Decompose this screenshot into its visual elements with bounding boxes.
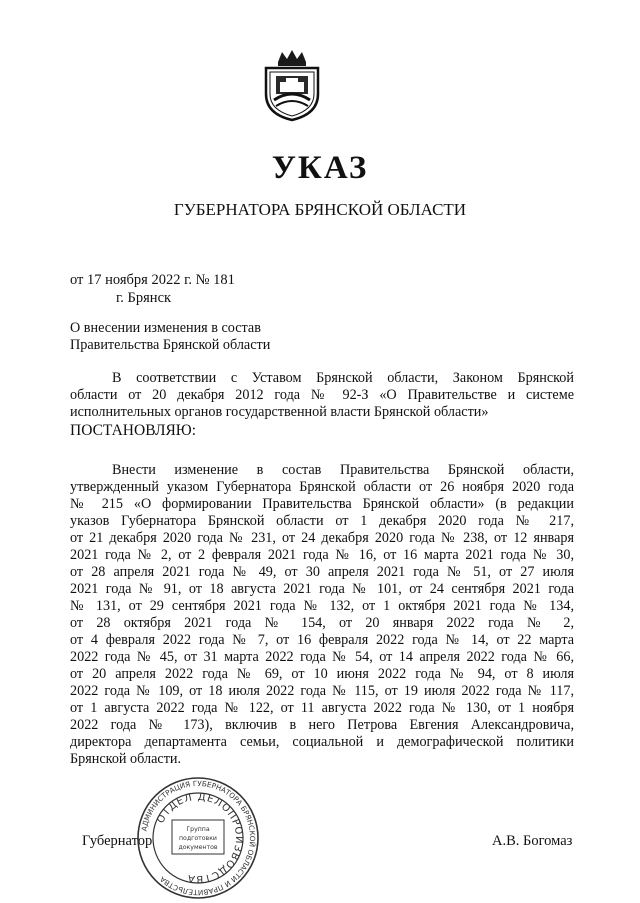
- office-stamp: [134, 776, 262, 900]
- body-line: 2022 года № 45, от 31 марта 2022 года № 54, от 14 апреля 2022 года № 66,: [70, 649, 574, 665]
- body-line: от 20 апреля 2022 года № 69, от 10 июня 2022 года № 94, от 8 июля: [70, 666, 574, 682]
- body-line: 2021 года № 91, от 18 августа 2021 года № 101, от 24 сентября 2021 года: [70, 581, 574, 597]
- stamp-inner-text: ОТДЕЛ ДЕЛОПРОИЗВОДСТВА: [155, 791, 245, 885]
- body-line: утвержденный указом Губернатора Брянской области от 26 ноября 2020 года: [70, 479, 574, 495]
- stamp-center-line: документов: [178, 844, 218, 851]
- body-line: от 4 февраля 2022 года № 7, от 16 февраля 2022 года № 14, от 22 марта: [70, 632, 574, 648]
- stamp-outer-text: АДМИНИСТРАЦИЯ ГУБЕРНАТОРА БРЯНСКОЙ ОБЛАСТИ И ПРАВИТЕЛЬСТВА: [139, 778, 258, 898]
- body-line: указов Губернатора Брянской области от 1 декабря 2020 года № 217,: [70, 513, 574, 529]
- body-line: № 215 «О формировании Правительства Брянской области» (в редакции: [70, 496, 574, 512]
- body-line: от 1 августа 2022 года № 122, от 11 августа 2022 года № 130, от 1 ноября: [70, 700, 574, 716]
- subject-line: О внесении изменения в состав: [70, 320, 261, 336]
- stamp-center-line: Группа: [186, 826, 210, 833]
- stamp-center-line: подготовки: [179, 835, 217, 842]
- city-line: г. Брянск: [116, 290, 172, 306]
- body-line: 2022 года № 173), включив в него Петрова Евгения Александровича,: [70, 717, 574, 733]
- body-line: № 131, от 29 сентября 2021 года № 132, от 1 октября 2021 года № 134,: [70, 598, 574, 614]
- body-line: 2022 года № 109, от 18 июля 2022 года № 115, от 19 июля 2022 года № 117,: [70, 683, 574, 699]
- document-subtitle: ГУБЕРНАТОРА БРЯНСКОЙ ОБЛАСТИ: [173, 200, 467, 219]
- document-title: УКАЗ: [271, 150, 369, 186]
- body-line: Внести изменение в состав Правительства Брянской области,: [112, 462, 574, 478]
- coat-of-arms-emblem: [260, 48, 324, 122]
- body-line: от 28 октября 2021 года № 154, от 20 января 2022 года № 2,: [70, 615, 574, 631]
- crown-icon: [278, 50, 306, 66]
- decree-word: ПОСТАНОВЛЯЮ:: [70, 422, 197, 439]
- body-line: от 28 апреля 2021 года № 49, от 30 апреля 2021 года № 51, от 27 июля: [70, 564, 574, 580]
- preamble-line: области от 20 декабря 2012 года № 92-З «О Правительстве и системе: [70, 387, 574, 403]
- preamble-line: исполнительных органов государственной власти Брянской области»: [70, 404, 489, 420]
- date-number-line: от 17 ноября 2022 г. № 181: [70, 272, 235, 288]
- decree-body: [70, 462, 574, 768]
- signature-name: А.В. Богомаз: [492, 833, 573, 849]
- body-line: 2021 года № 2, от 2 февраля 2021 года № 16, от 16 марта 2021 года № 30,: [70, 547, 574, 563]
- signature-position: Губернатор: [82, 833, 153, 849]
- body-line: Брянской области.: [70, 751, 182, 767]
- body-line: директора департамента семьи, социальной и демографической политики: [70, 734, 574, 750]
- subject-line: Правительства Брянской области: [70, 337, 271, 353]
- body-line: от 21 декабря 2020 года № 231, от 24 декабря 2020 года № 238, от 12 января: [70, 530, 574, 546]
- preamble-line: В соответствии с Уставом Брянской области, Законом Брянской: [112, 370, 574, 386]
